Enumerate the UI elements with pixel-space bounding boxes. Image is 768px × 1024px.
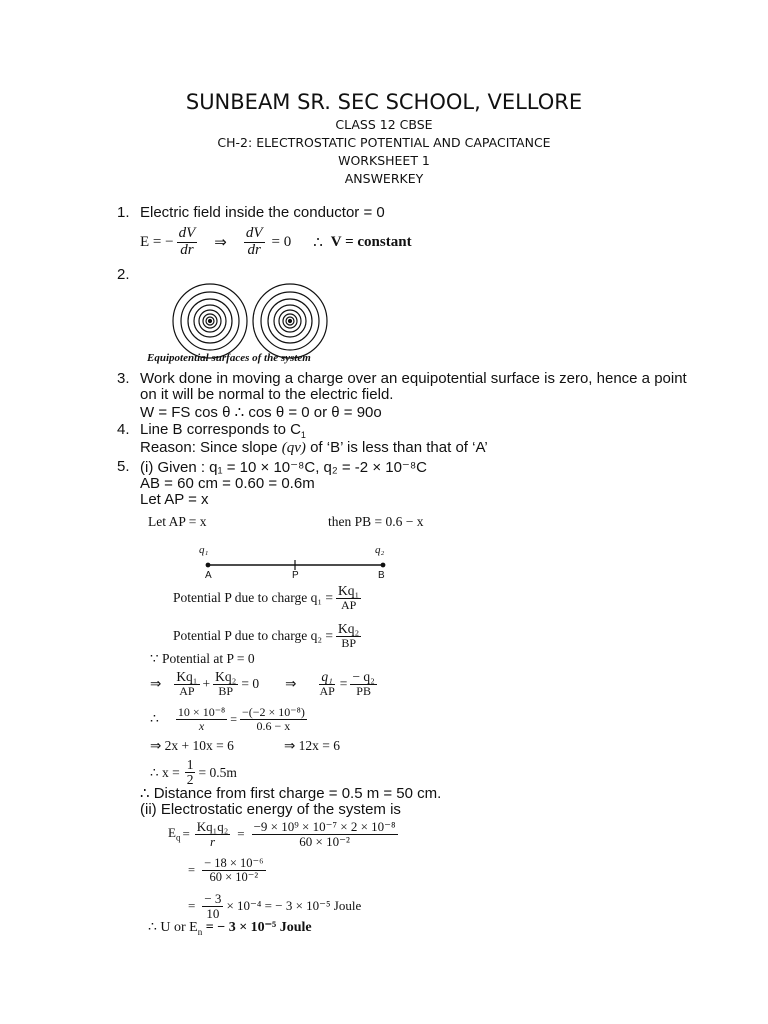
step2-d2: 0.6 − x	[256, 718, 291, 733]
class-line: CLASS 12 CBSE	[335, 117, 433, 132]
step1-d1: AP	[179, 684, 195, 699]
q5-energy-eq3	[188, 892, 361, 920]
e1-lhs	[168, 825, 180, 843]
final-pre: ∴ U or E	[148, 920, 198, 935]
e2-d: 60 × 10⁻²	[209, 870, 259, 885]
step1-frac1	[174, 670, 199, 698]
label-q2: q₂	[375, 544, 385, 556]
q5-final	[148, 919, 312, 937]
q4-number: 4.	[117, 421, 130, 438]
e1-n: Kq₁q₂	[196, 819, 229, 834]
q4-slope: (qv)	[281, 440, 306, 456]
pot1-fraction	[336, 584, 361, 612]
e1-n2: −9 × 10⁹ × 10⁻⁷ × 2 × 10⁻⁸	[253, 819, 396, 834]
step2-eq: =	[230, 711, 237, 726]
right-charge-surfaces	[253, 284, 327, 358]
q3-line2: on it will be normal to the electric field.	[140, 386, 394, 403]
step2-frac1	[176, 706, 227, 732]
left-charge-surfaces	[173, 284, 247, 358]
q5-energy-eq1	[168, 820, 401, 848]
step1-frac2	[213, 670, 238, 698]
point-b-dot	[381, 563, 386, 568]
pot1-num: Kq₁	[338, 583, 360, 598]
q3-line1: Work done in moving a charge over an equipotential surface is zero, hence a point	[140, 370, 687, 387]
step1-n1: Kq₁	[176, 669, 198, 684]
school-title: SUNBEAM SR. SEC SCHOOL, VELLORE	[185, 90, 583, 114]
q1-implies: ⇒	[214, 234, 227, 251]
e1-lhs-sub: q	[175, 832, 181, 843]
e1-eq2: =	[237, 826, 245, 842]
step1-d3: AP	[319, 684, 335, 699]
e1-lhs-text: E	[168, 825, 176, 841]
q2-caption: Equipotential surfaces of the system	[147, 352, 311, 364]
q5-distance: ∴ Distance from first charge = 0.5 m = 50 cm.	[140, 785, 442, 802]
q1-conclusion: V = constant	[330, 233, 412, 250]
step1-implies-b: ⇒	[285, 675, 297, 691]
q1-frac1-den: dr	[180, 241, 194, 258]
point-a-dot	[206, 563, 211, 568]
q5-step1	[150, 670, 380, 698]
step2-therefore: ∴	[150, 711, 159, 727]
q4-line1-sub: 1	[300, 430, 306, 440]
q3-number: 3.	[117, 370, 130, 387]
step1-frac4	[350, 670, 376, 698]
step2-frac2	[240, 706, 307, 732]
q5-step4	[150, 758, 237, 787]
q5-energy: (ii) Electrostatic energy of the system is	[140, 801, 401, 818]
step1-eq: = 0	[241, 675, 260, 691]
q5-potential-1	[173, 584, 364, 612]
e3-rest: × 10⁻⁴ = − 3 × 10⁻⁵ Joule	[226, 898, 362, 914]
step4-frac	[185, 758, 196, 787]
step4-d: 2	[186, 772, 194, 788]
step1-plus: +	[202, 675, 211, 691]
e2-frac	[202, 857, 265, 884]
q1-equation	[140, 226, 412, 259]
q5-number: 5.	[117, 458, 130, 475]
final-post: = − 3 × 10⁻⁵ Joule	[205, 920, 312, 935]
q5-then-pb: then PB = 0.6 − x	[328, 514, 424, 529]
step1-n3: q₁	[321, 669, 333, 684]
q1-fraction-2	[244, 226, 265, 259]
q1-frac1-num: dV	[178, 225, 196, 241]
step4-therefore: ∴ x =	[150, 764, 180, 780]
q5-since: ∵ Potential at P = 0	[150, 651, 255, 666]
q1-number: 1.	[117, 204, 130, 221]
e1-eq: =	[182, 826, 190, 842]
step4-n: 1	[186, 757, 194, 772]
q4-line1-text: Line B corresponds to C	[140, 421, 301, 438]
step1-frac3	[317, 670, 336, 698]
answerkey-line: ANSWERKEY	[344, 171, 424, 186]
label-b: B	[378, 570, 385, 581]
label-a: A	[205, 570, 212, 581]
q5-given: (i) Given : q₁ = 10 × 10⁻⁸C, q₂ = -2 × 10⁻⁸C	[140, 459, 428, 476]
step1-n4: − q₂	[352, 669, 375, 684]
label-p: P	[292, 570, 299, 581]
q1-eq-zero: = 0	[271, 233, 292, 250]
step2-d1: x	[198, 718, 205, 733]
e3-d: 10	[206, 905, 220, 921]
step1-d4: PB	[356, 684, 371, 699]
q5-step3-b: ⇒ 12x = 6	[284, 738, 341, 753]
step2-n2: −(−2 × 10⁻⁸)	[242, 705, 305, 719]
e2-n: − 18 × 10⁻⁶	[204, 856, 264, 870]
q5-step3-a: ⇒ 2x + 10x = 6	[150, 738, 234, 753]
e1-frac1	[195, 820, 230, 848]
pot1-den: AP	[340, 598, 357, 613]
q1-frac2-den: dr	[247, 241, 261, 258]
e1-d2: 60 × 10⁻²	[299, 833, 350, 849]
pot2-den: BP	[341, 636, 356, 651]
step1-eq2: =	[339, 675, 348, 691]
q4-line1	[140, 421, 306, 440]
q1-frac2-num: dV	[245, 225, 263, 241]
q1-text: Electric field inside the conductor = 0	[140, 204, 385, 221]
e3-frac	[202, 892, 223, 920]
q5-energy-eq2	[188, 857, 269, 884]
pot2-fraction	[336, 622, 361, 650]
pot2-text: Potential P due to charge q₂ =	[173, 627, 334, 643]
q5-step2	[150, 706, 310, 732]
e3-eq: =	[188, 898, 196, 914]
e3-n: − 3	[204, 891, 222, 906]
e1-frac2	[252, 820, 398, 848]
pot1-text: Potential P due to charge q₁ =	[173, 589, 334, 605]
e2-eq: =	[188, 863, 196, 878]
q2-number: 2.	[117, 266, 130, 283]
equipotential-figure	[160, 283, 360, 363]
label-q1: q₁	[199, 544, 209, 556]
step1-n2: Kq₂	[215, 669, 237, 684]
step1-implies-a: ⇒	[150, 675, 162, 691]
q4-reason-post: of ‘B’ is less than that of ‘A’	[310, 439, 488, 456]
worksheet-line: WORKSHEET 1	[338, 153, 430, 168]
q5-let-ap-math: Let AP = x	[148, 514, 207, 529]
q1-eq-left: E = −	[140, 233, 174, 250]
q3-line3: W = FS cos θ ∴ cos θ = 0 or θ = 90o	[140, 404, 382, 421]
step2-n1: 10 × 10⁻⁸	[177, 705, 226, 719]
q5-ab: AB = 60 cm = 0.60 = 0.6m	[140, 475, 315, 492]
q5-potential-2	[173, 622, 364, 650]
step1-d2: BP	[218, 684, 234, 699]
e1-d: r	[209, 833, 216, 849]
q1-therefore: ∴	[313, 234, 323, 251]
chapter-line: CH-2: ELECTROSTATIC POTENTIAL AND CAPACITANCE	[217, 135, 551, 150]
pot2-num: Kq₂	[338, 621, 360, 636]
q4-reason	[140, 439, 488, 457]
step4-res: = 0.5m	[198, 764, 237, 780]
q5-let-ap: Let AP = x	[140, 491, 209, 508]
q1-fraction-1	[177, 226, 198, 259]
final-sub: n	[197, 926, 203, 937]
q4-reason-pre: Reason: Since slope	[140, 439, 278, 456]
